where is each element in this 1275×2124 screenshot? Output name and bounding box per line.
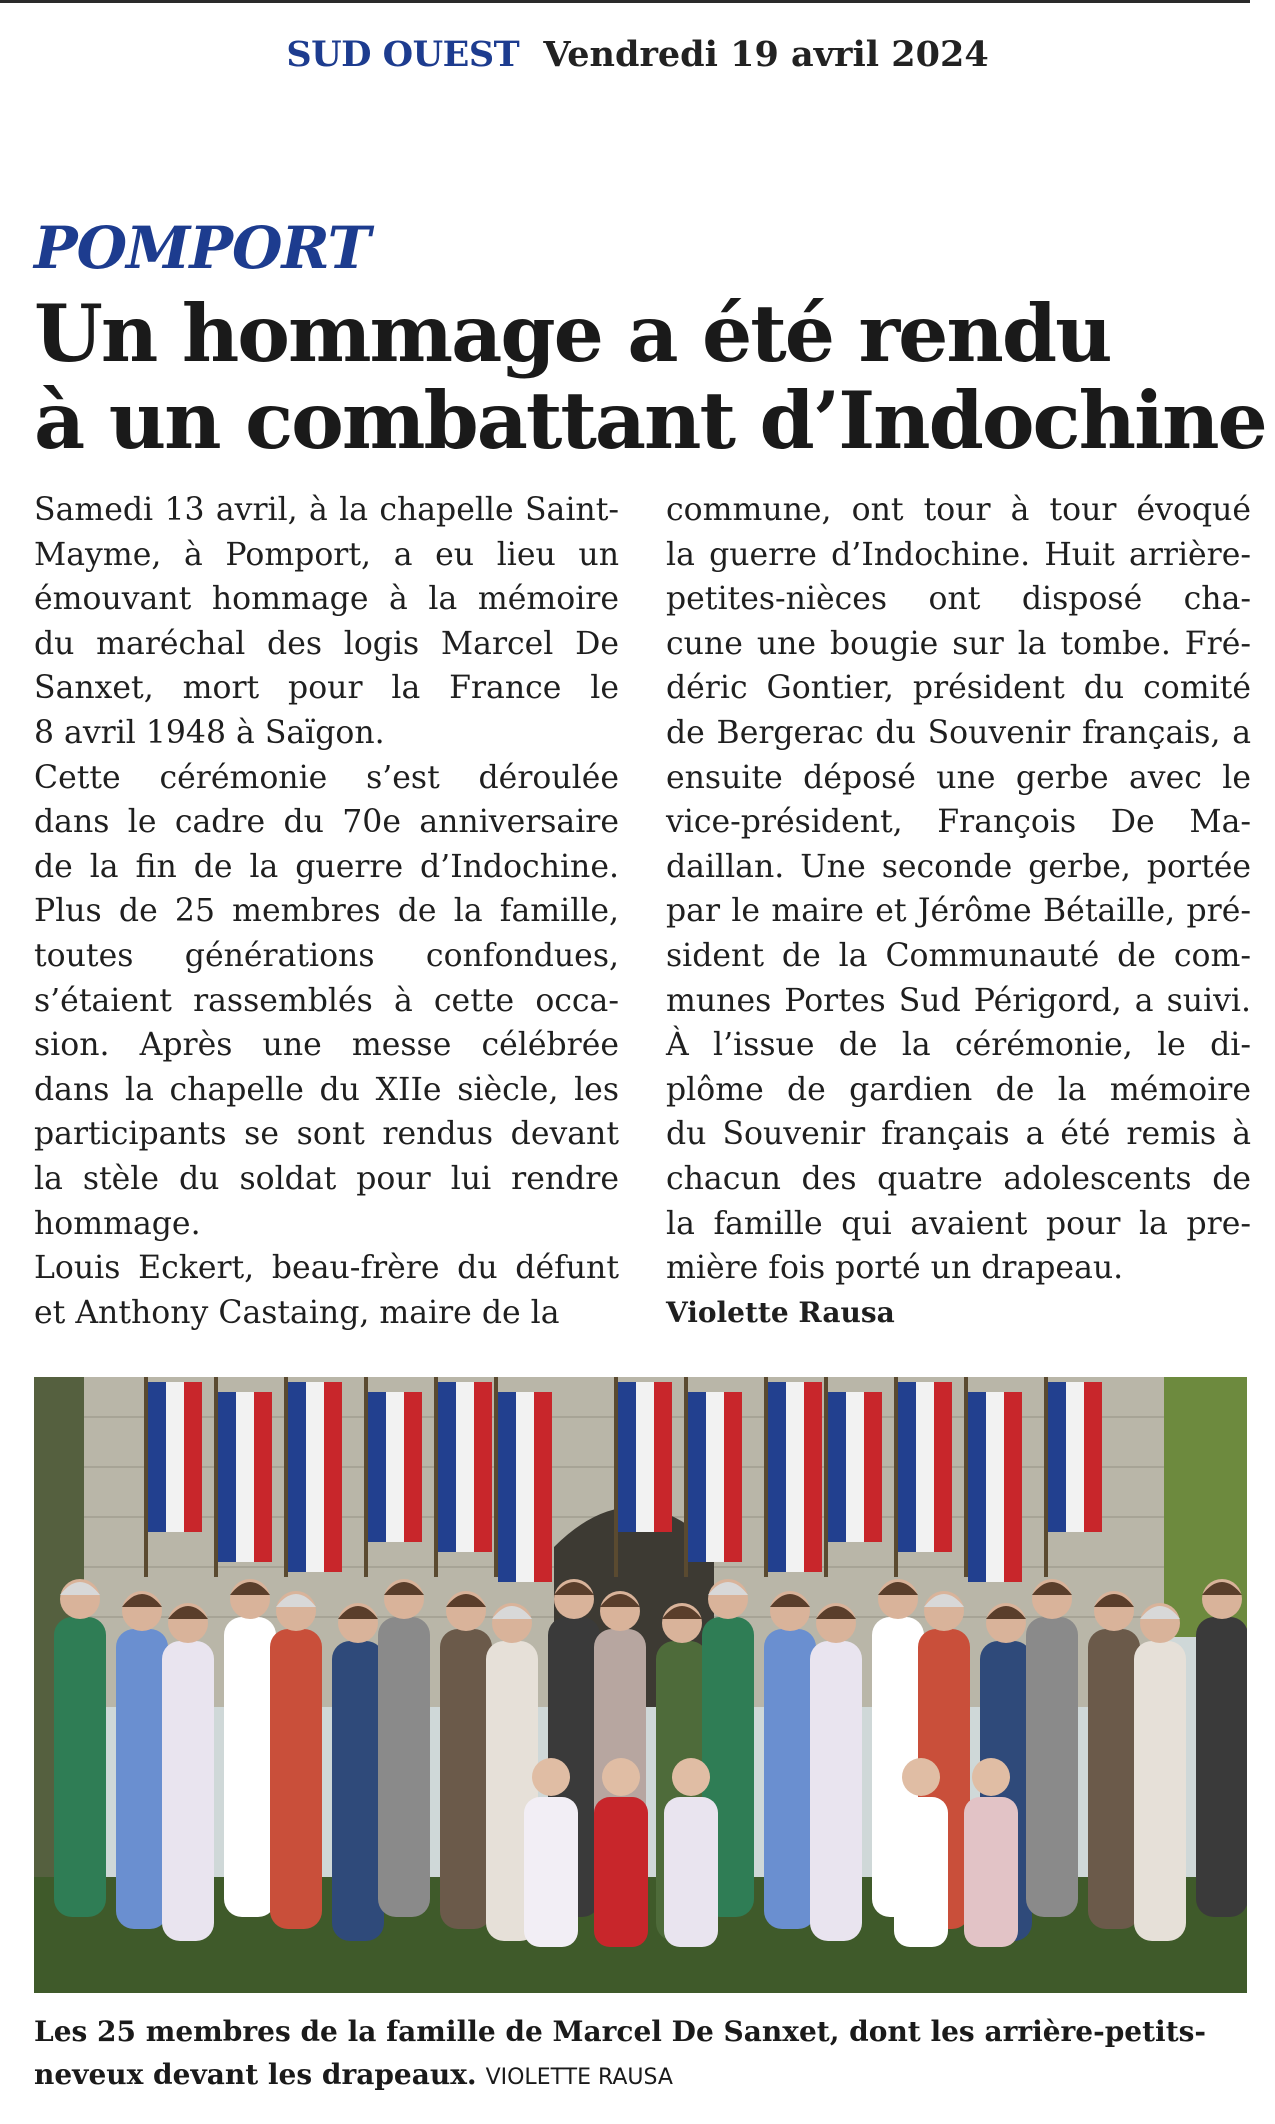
article-line: Sanxet, mort pour la France le [34, 670, 619, 707]
person-figure [224, 1579, 276, 1917]
masthead [0, 34, 1275, 75]
person-figure [332, 1603, 384, 1941]
article-line: À l’issue de la cérémonie, le di- [666, 1027, 1251, 1064]
article-line: hommage. [34, 1205, 201, 1242]
person-figure [1088, 1591, 1140, 1929]
article-line: du maréchal des logis Marcel De [34, 625, 619, 662]
article-line: petites-nièces ont disposé cha- [666, 581, 1251, 618]
person-figure [1134, 1603, 1186, 1941]
article-line: dans le cadre du 70e anniversaire [34, 804, 619, 841]
article-line: la guerre d’Indochine. Huit arrière- [666, 536, 1251, 573]
tricolor-flag [434, 1377, 492, 1577]
person-figure [270, 1591, 322, 1929]
article-line: de Bergerac du Souvenir français, a [666, 714, 1251, 751]
article-line: 8 avril 1948 à Saïgon. [34, 714, 385, 751]
article-line: du Souvenir français a été remis à [666, 1116, 1251, 1153]
tricolor-flag [894, 1377, 952, 1577]
article-line: déric Gontier, président du comité [666, 670, 1251, 707]
article-line: Mayme, à Pomport, a eu lieu un [34, 536, 619, 573]
article-line: sident de la Communauté de com- [666, 937, 1251, 974]
photo-caption [34, 2010, 1254, 2099]
article-line: participants se sont rendus devant [34, 1116, 619, 1153]
article-byline: Violette Rausa [666, 1295, 895, 1329]
headline-line: Un hommage a été rendu [34, 287, 1111, 380]
top-rule [0, 0, 1250, 3]
article-column-right [666, 488, 1251, 1335]
caption-text: Les 25 membres de la famille de Marcel De Sanxet, dont les arrière-petits-neveux devant les drapeaux. [34, 2015, 1207, 2091]
article-headline [34, 287, 1266, 467]
person-figure [54, 1579, 106, 1917]
tricolor-flag [684, 1377, 742, 1577]
tricolor-flag [214, 1377, 272, 1577]
article-line: Cette cérémonie s’est déroulée [34, 759, 619, 796]
article-line: la stèle du soldat pour lui rendre [34, 1160, 619, 1197]
group-photo [34, 1377, 1247, 1993]
article-kicker: POMPORT [34, 214, 370, 282]
article-line: s’étaient rassemblés à cette occa- [34, 982, 619, 1019]
group-photo-illustration [34, 1377, 1247, 1993]
article-line: vice-président, François De Ma- [666, 804, 1251, 841]
article-line: et Anthony Castaing, maire de la [34, 1294, 560, 1331]
tricolor-flag [764, 1377, 822, 1577]
tricolor-flag [284, 1377, 342, 1577]
article-line: munes Portes Sud Périgord, a suivi. [666, 982, 1251, 1019]
person-figure [162, 1603, 214, 1941]
person-figure [1196, 1579, 1247, 1917]
tricolor-flag [494, 1377, 552, 1582]
article-line: toutes générations confondues, [34, 937, 619, 974]
article-line: daillan. Une seconde gerbe, portée [666, 848, 1251, 885]
article-line: émouvant hommage à la mémoire [34, 581, 619, 618]
person-figure [116, 1591, 168, 1929]
article-line: Plus de 25 membres de la famille, [34, 893, 619, 930]
article-line: chacun des quatre adolescents de [666, 1160, 1251, 1197]
article-line: ensuite déposé une gerbe avec le [666, 759, 1251, 796]
headline-line: à un combattant d’Indochine [34, 374, 1266, 467]
article-line: plôme de gardien de la mémoire [666, 1071, 1251, 1108]
person-figure [1026, 1579, 1078, 1917]
person-figure [764, 1591, 816, 1929]
article-line: sion. Après une messe célébrée [34, 1027, 619, 1064]
person-figure [378, 1579, 430, 1917]
tricolor-flag [964, 1377, 1022, 1582]
article-line: dans la chapelle du XIIe siècle, les [34, 1071, 619, 1108]
article-line: commune, ont tour à tour évoqué [666, 492, 1251, 528]
article-line: cune une bougie sur la tombe. Fré- [666, 625, 1251, 662]
photo-credit: VIOLETTE RAUSA [485, 2065, 673, 2090]
article-line: la famille qui avaient pour la pre- [666, 1205, 1251, 1242]
article-line: mière fois porté un drapeau. [666, 1250, 1124, 1287]
person-figure [440, 1591, 492, 1929]
article-line: de la fin de la guerre d’Indochine. [34, 848, 619, 885]
person-figure [810, 1603, 862, 1941]
article-line: par le maire et Jérôme Bétaille, pré- [666, 893, 1251, 930]
newspaper-name: SUD OUEST [286, 34, 520, 75]
article-line: Louis Eckert, beau-frère du défunt [34, 1250, 619, 1287]
publication-date: Vendredi 19 avril 2024 [543, 34, 989, 75]
article-line: Samedi 13 avril, à la chapelle Saint- [34, 492, 619, 528]
article-column-left [34, 488, 619, 1335]
